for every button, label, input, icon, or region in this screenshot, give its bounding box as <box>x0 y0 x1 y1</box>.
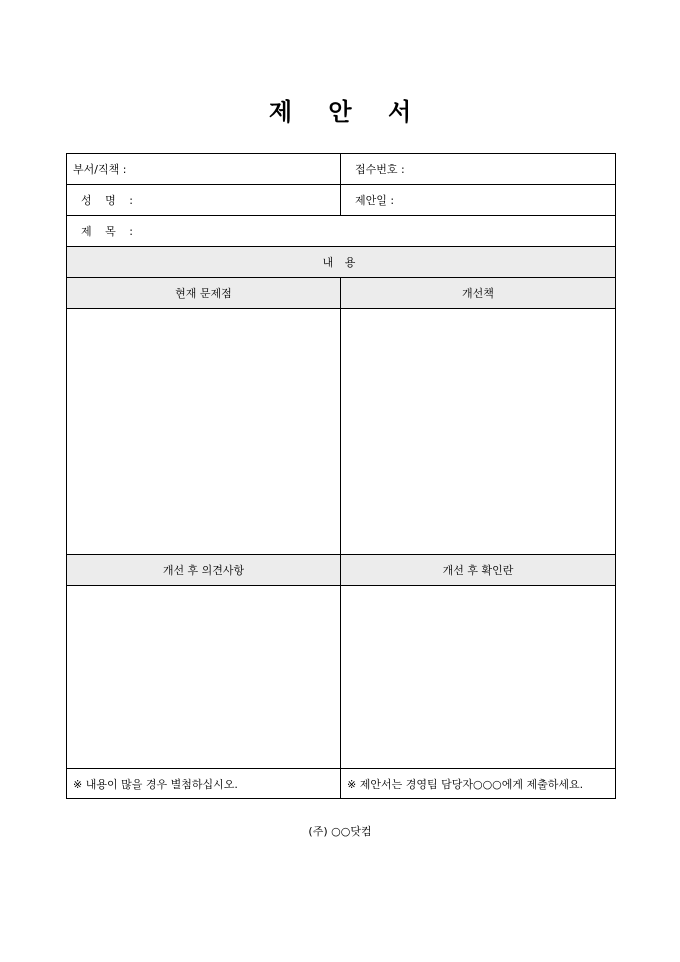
opinion-after-area[interactable] <box>67 586 341 769</box>
note-attach: ※ 내용이 많을 경우 별첨하십시오. <box>67 769 341 799</box>
confirm-after-area[interactable] <box>341 586 616 769</box>
opinion-after-header: 개선 후 의견사항 <box>67 555 341 586</box>
content-header: 내 용 <box>67 247 616 278</box>
receipt-number-field[interactable]: 접수번호 : <box>341 154 616 185</box>
current-issue-area[interactable] <box>67 309 341 555</box>
proposal-date-field[interactable]: 제안일 : <box>341 185 616 216</box>
note-submit: ※ 제안서는 경영팀 담당자○○○에게 제출하세요. <box>341 769 616 799</box>
improvement-header: 개선책 <box>341 278 616 309</box>
subject-field[interactable]: 제 목 : <box>67 216 616 247</box>
confirm-after-header: 개선 후 확인란 <box>341 555 616 586</box>
current-issue-header: 현재 문제점 <box>67 278 341 309</box>
company-footer: (주) ○○닷컴 <box>308 825 372 838</box>
dept-field[interactable]: 부서/직책 : <box>67 154 341 185</box>
improvement-area[interactable] <box>341 309 616 555</box>
name-field[interactable]: 성 명 : <box>67 185 341 216</box>
proposal-form <box>66 153 616 799</box>
document-title: 제 안 서 <box>268 98 426 126</box>
